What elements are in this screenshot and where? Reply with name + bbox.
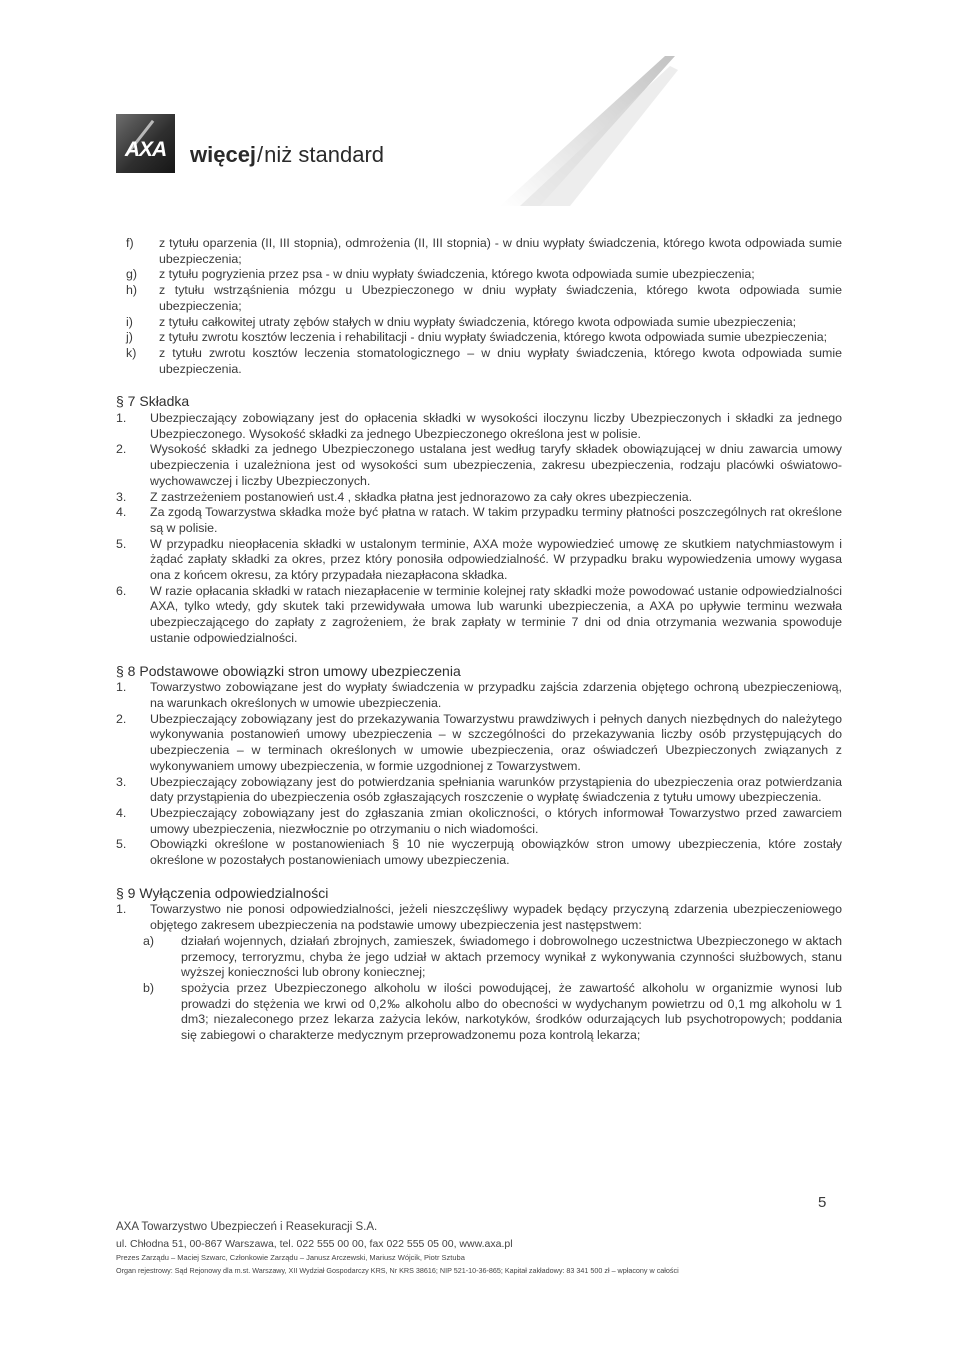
item-text: z tytułu wstrząśnienia mózgu u Ubezpieczonego w dniu wypłaty świadczenia, którego kwota odpowiada sumie ubezpieczenia; [159,283,842,313]
footer [116,1219,679,1277]
section-8-title: § 8 Podstawowe obowiązki stron umowy ubezpieczenia [116,662,461,679]
section-7-item [116,505,842,536]
item-marker: 1. [116,411,127,426]
axa-logo [116,114,175,173]
document-body [116,236,842,1044]
list-item [116,330,842,346]
item-marker: 2. [116,442,127,457]
section-8-item [116,712,842,775]
page-number: 5 [818,1194,827,1211]
section-7-item [116,442,842,489]
logo-letters: AXA [124,138,167,161]
item-text: spożycia przez Ubezpieczonego alkoholu w ilości powodującej, że zawartość alkoholu w organizmie wynosi lub prowadzi do stężenia we krwi od 0,2‰ alkoholu albo do obecności w wydychanym powietrzu od 0,1 mg alkoholu w 1 dm3; niezaleconego przez lekarza zażycia leków, narkotyków, środków odurzających lub psychotropowych; poddania się zabiegowi o charakterze medycznym przeprowadzonemu poza kontrolą lekarza; [181,980,842,1043]
item-marker: 3. [116,489,127,504]
item-text: Ubezpieczający zobowiązany jest do zgłaszania zmian okoliczności, o których informował Towarzystwo przed zawarciem umowy ubezpieczenia, niezwłocznie po otrzymaniu o nich wiadomości. [150,805,842,836]
item-marker: j) [126,330,133,345]
item-text: Ubezpieczający zobowiązany jest do potwierdzania spełniania warunków przystąpienia do ubezpieczenia oraz potwierdzania daty przystąpienia do ubezpieczenia osób zgłaszających roszczenie o wypłatę świadczenia z tytułu umowy ubezpieczenia. [150,774,842,805]
item-text: W przypadku nieopłacenia składki w ustalonym terminie, AXA może wypowiedzieć umowę ze skutkiem natychmiastowym i żądać zapłaty składki za okres, przez który ponosiła odpowiedzialność. W przypadku braku wypowiedzenia umowy wygasa ona z końcem okresu, za który przypadała niezapłacona składka. [150,536,842,583]
item-text: Wysokość składki za jednego Ubezpieczonego ustalana jest według taryfy składek obowiązującej w dniu zawarcia umowy ubezpieczenia i uzależniona jest od wysokości sum ubezpieczenia, zakresu ubezpieczenia, rodzaju placówki oświatowo-wychowawczej i liczby Ubezpieczonych. [150,442,842,488]
decorative-slash-graphic [480,56,680,206]
item-text: Ubezpieczający zobowiązany jest do przekazywania Towarzystwu prawdziwych i pełnych danych niezbędnych do należytego wykonywania postanowień umowy ubezpieczenia – w szczególności do przekazywania liczby osób przystępujących do ubezpieczenia – w terminach określonych w umowie ubezpieczenia, oraz oświadczeń Ubezpieczonych związanych z wykonywaniem umowy ubezpieczenia, w formie uzgodnionej z Towarzystwem. [150,711,842,773]
item-marker: 4. [116,505,127,520]
tagline-strong: więcej [190,142,257,167]
item-marker: 1. [116,902,127,917]
section-9-title: § 9 Wyłączenia odpowiedzialności [116,884,329,901]
list-item [116,315,842,331]
list-item [116,346,842,377]
item-text: z tytułu oparzenia (II, III stopnia), odmrożenia (II, III stopnia) - w dniu wypłaty świadczenia, którego kwota odpowiada sumie ubezpieczenia; [159,236,842,266]
item-text: Towarzystwo nie ponosi odpowiedzialności, jeżeli nieszczęśliwy wypadek będący przyczyną zdarzenia ubezpieczeniowego objętego zakresem ubezpieczenia na podstawie umowy ubezpieczenia jest następstwem: [150,902,842,933]
section-7-item [116,411,842,442]
item-text: Ubezpieczający zobowiązany jest do opłacenia składki w wysokości iloczynu liczby Ubezpieczonych i składki za jednego Ubezpieczonego. Wysokość składki za jednego Ubezpieczonego określona jest w polisie. [150,411,842,441]
item-text: W razie opłacania składki w ratach niezapłacenie w terminie kolejnej raty składki może powodować ustanie odpowiedzialności AXA, tylko wtedy, gdy skutek taki przewidywała umowa lub warunki ubezpieczenia, a AXA po upływie terminu wezwała ubezpieczającego do zapłaty z zagrożeniem, że brak zapłaty w terminie 7 dni od dnia otrzymania wezwania spowoduje ustanie odpowiedzialności. [150,583,842,645]
footer-company: AXA Towarzystwo Ubezpieczeń i Reasekuracji S.A. [116,1221,378,1233]
item-marker: 2. [116,711,127,726]
section-9-subitem [116,934,842,981]
item-text: Obowiązki określone w postanowieniach § 10 nie wyczerpują obowiązków stron umowy ubezpieczenia, które zostały określone w pozostałych postanowieniach umowy ubezpieczenia. [150,837,842,868]
item-marker: 5. [116,837,127,852]
tagline-rest: niż standard [264,142,385,167]
item-text: z tytułu zwrotu kosztów leczenia i rehabilitacji - dniu wypłaty świadczenia, którego kwota odpowiada sumie ubezpieczenia; [159,330,828,345]
list-a [116,236,842,377]
section-8-item [116,806,842,837]
section-8-item [116,775,842,806]
item-marker: 3. [116,774,127,789]
item-marker: i) [126,314,133,329]
item-text: z tytułu zwrotu kosztów leczenia stomatologicznego – w dniu wypłaty świadczenia, którego kwota odpowiada sumie ubezpieczenia. [159,345,842,376]
section-8-item [116,837,842,868]
section-7-list [116,411,842,647]
item-marker: a) [143,933,155,948]
footer-registry: Organ rejestrowy: Sąd Rejonowy dla m.st. Warszawy, XII Wydział Gospodarczy KRS, Nr KRS 38616; NIP 521-10-36-865; Kapitał zakładowy: 83 341 500 zł – wpłacony w całości [116,1266,679,1275]
footer-address: ul. Chłodna 51, 00-867 Warszawa, tel. 022 555 00 00, fax 022 555 05 00, www.axa.pl [116,1238,513,1250]
section-9-item [116,902,842,933]
tagline-slash: / [257,142,264,167]
section-7-item [116,490,842,506]
item-text: Towarzystwo zobowiązane jest do wypłaty świadczenia w przypadku zajścia zdarzenia objętego ochroną ubezpieczeniową, na warunkach określonych w umowie ubezpieczenia. [150,680,842,710]
section-8-list [116,680,842,868]
item-text: Za zgodą Towarzystwa składka może być płatna w ratach. W takim przypadku terminy płatności poszczególnych rat określone są w polisie. [150,505,842,535]
list-item [116,236,842,267]
item-text: z tytułu całkowitej utraty zębów stałych w dniu wypłaty świadczenia, którego kwota odpowiada sumie ubezpieczenia; [159,314,797,329]
item-marker: k) [126,345,137,360]
section-9-subitem [116,981,842,1044]
section-9-sublist [116,934,842,1044]
section-7-item [116,537,842,584]
item-marker: h) [126,283,138,298]
footer-management: Prezes Zarządu – Maciej Szwarc, Członkowie Zarządu – Janusz Arczewski, Mariusz Wójcik, Piotr Sztuba [116,1253,465,1262]
list-item [116,283,842,314]
brand-tagline [190,142,384,168]
item-marker: 5. [116,536,127,551]
item-text: działań wojennych, działań zbrojnych, zamieszek, świadomego i dobrowolnego uczestnictwa Ubezpieczonego w aktach przemocy, terroryzmu, chyba że jego udział w aktach przemocy wynikał z wykonywania czynności służbowych, stanu wyższej konieczności lub obrony koniecznej; [181,933,842,980]
section-8-item [116,680,842,711]
section-7-title: § 7 Składka [116,393,190,410]
item-marker: b) [143,980,155,995]
item-marker: 4. [116,805,127,820]
item-marker: f) [126,236,134,250]
section-7-item [116,584,842,647]
item-marker: g) [126,267,138,282]
list-item [116,267,842,283]
item-marker: 6. [116,583,127,598]
item-marker: 1. [116,680,127,695]
item-text: Z zastrzeżeniem postanowień ust.4 , składka płatna jest jednorazowo za cały okres ubezpieczenia. [150,489,693,504]
item-text: z tytułu pogryzienia przez psa - w dniu wypłaty świadczenia, którego kwota odpowiada sumie ubezpieczenia; [159,267,755,282]
